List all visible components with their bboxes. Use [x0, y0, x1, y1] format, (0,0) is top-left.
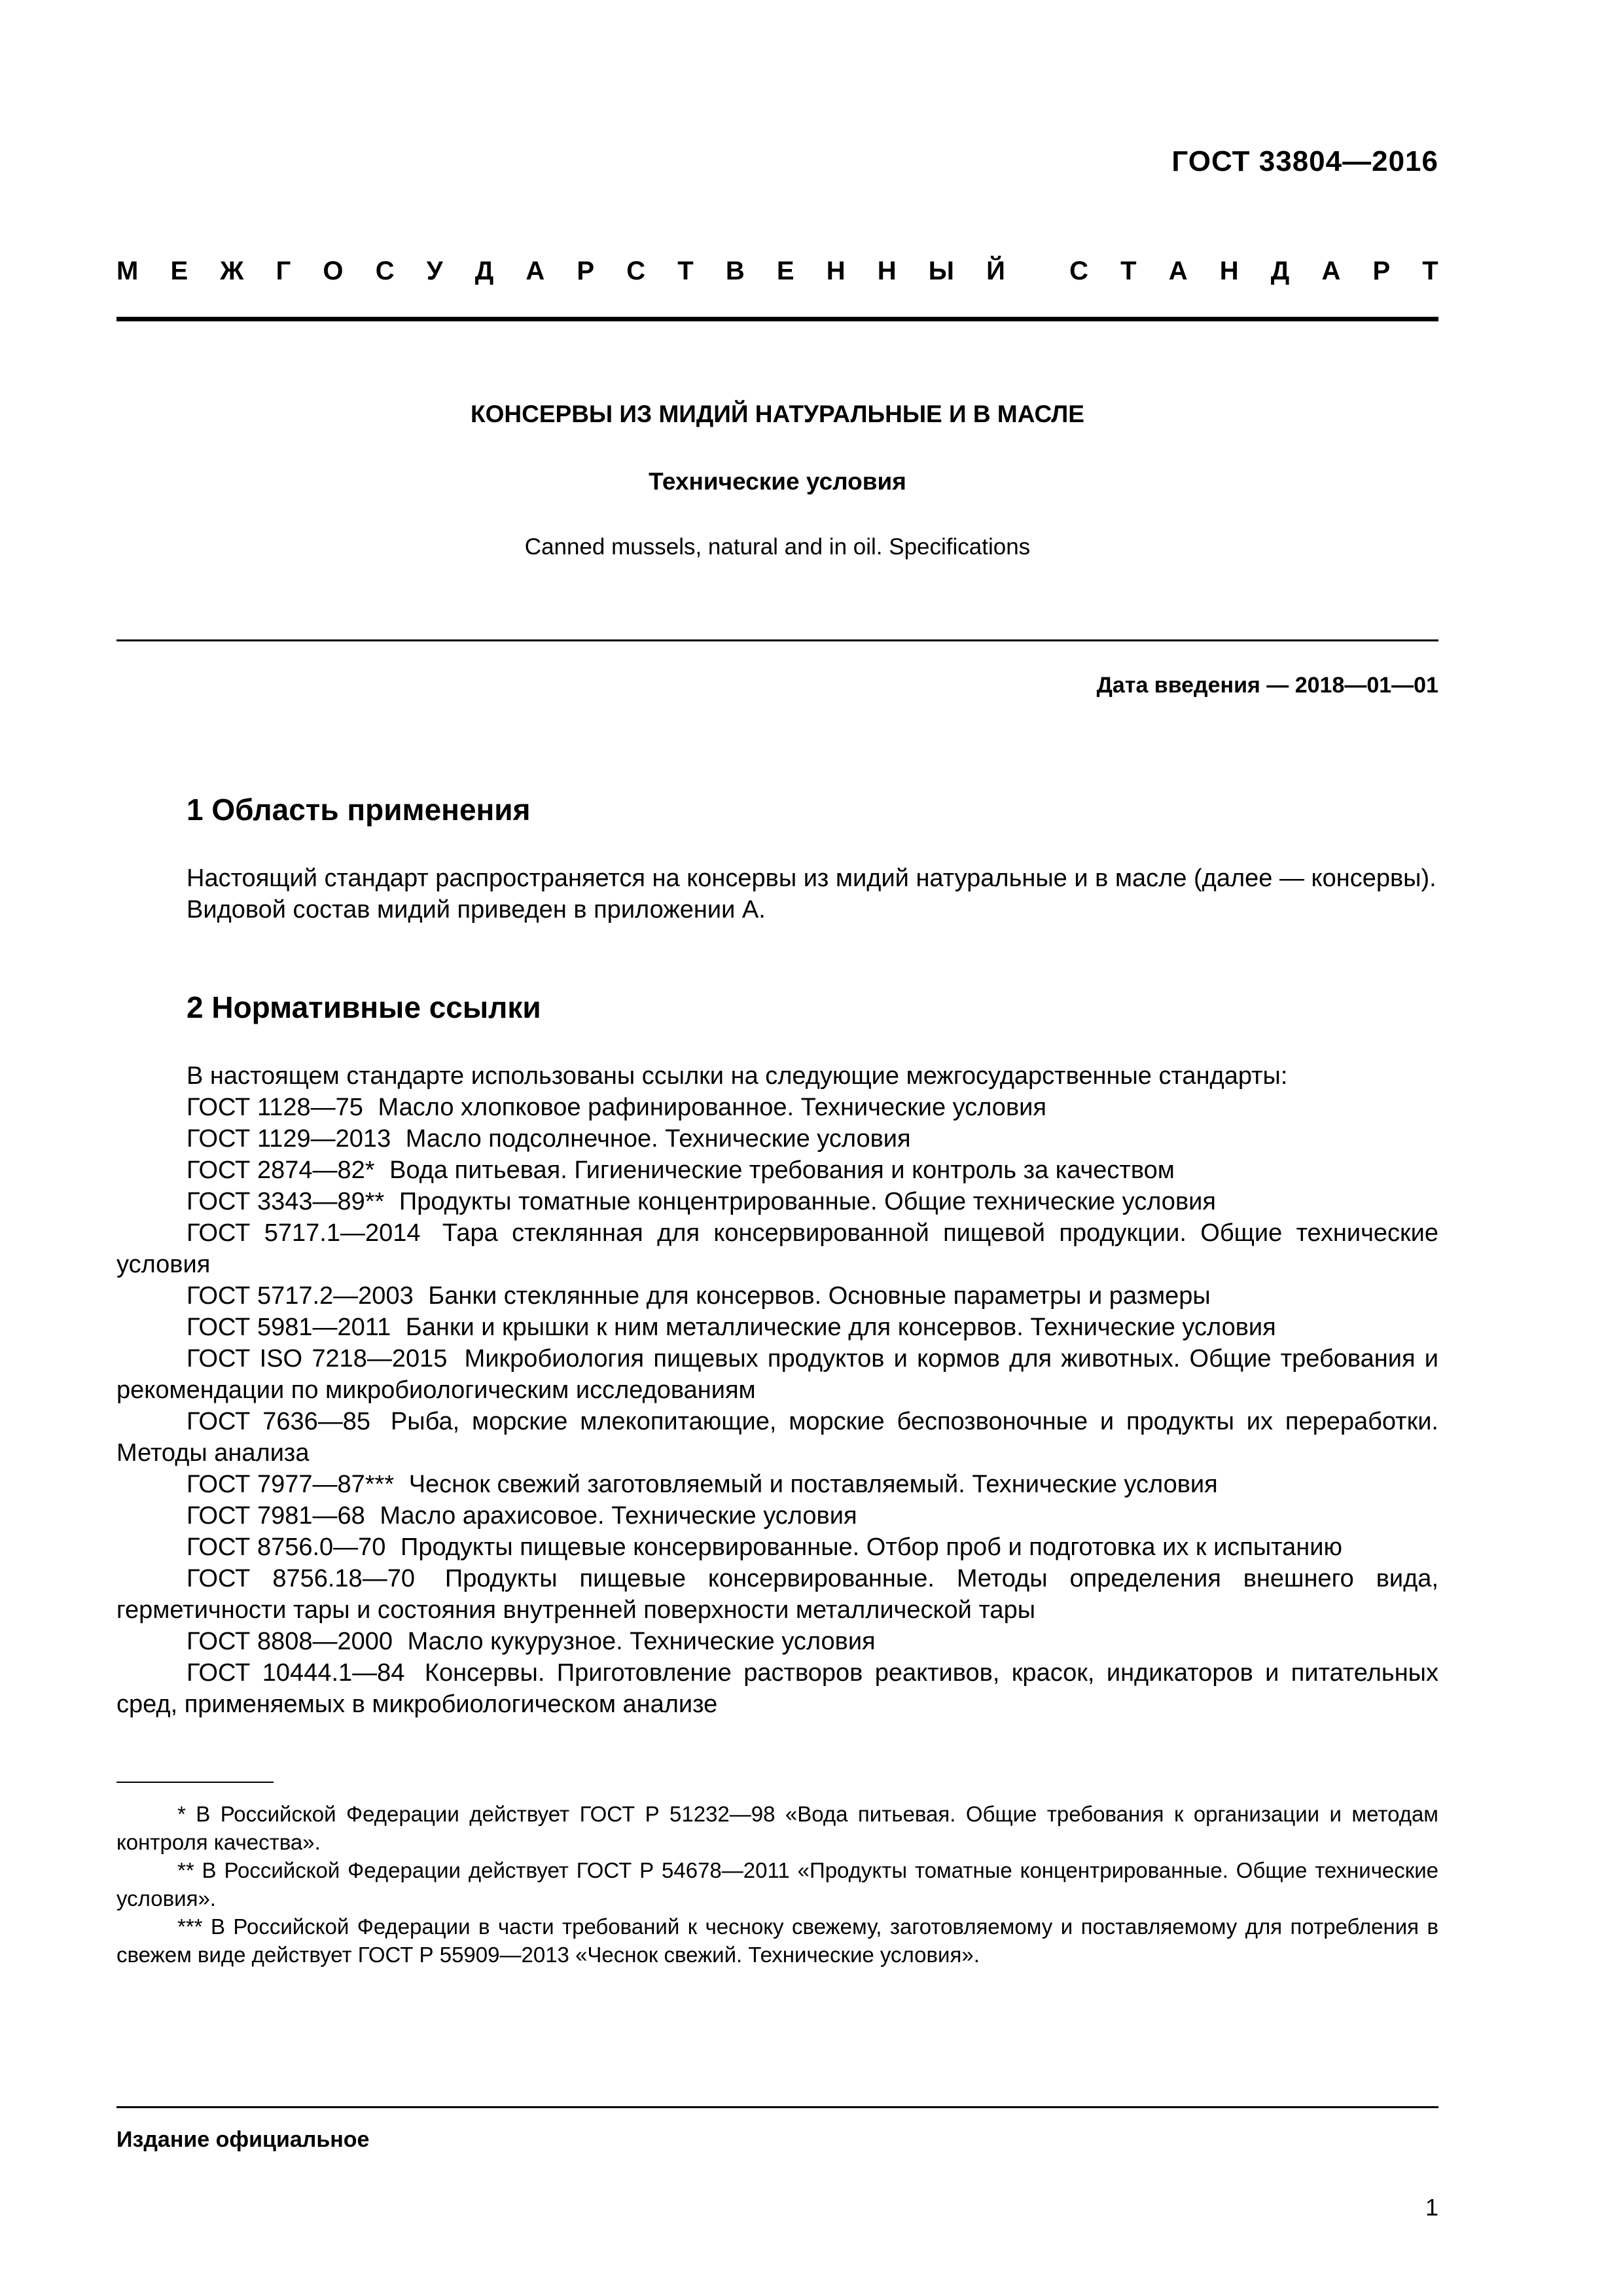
gost-code: ГОСТ 33804—2016	[1171, 145, 1438, 177]
reference-code: ГОСТ 7977—87***	[187, 1471, 395, 1498]
reference-title: Банки и крышки к ним металлические для консервов. Технические условия	[405, 1314, 1276, 1341]
reference-item	[116, 1469, 1438, 1500]
reference-item	[116, 1563, 1438, 1626]
page-number: 1	[1425, 2194, 1438, 2221]
reference-code: ГОСТ 3343—89**	[187, 1188, 385, 1215]
section-1-body	[116, 863, 1438, 925]
section-1-heading: 1 Область применения	[187, 793, 531, 827]
footer-rule	[116, 2106, 1438, 2108]
footnote: *** В Российской Федерации в части требований к чесноку свежему, заготовляемому и поставляемому для потребления в свежем виде действует ГОСТ Р 55909—2013 «Чеснок свежий. Технические условия».	[116, 1914, 1438, 1967]
reference-title: Консервы. Приготовление растворов реактивов, красок, индикаторов и питательных сред, применяемых в микробиологическом анализе	[116, 1659, 1438, 1718]
reference-title: Чеснок свежий заготовляемый и поставляемый. Технические условия	[408, 1471, 1218, 1498]
interstate-letter: О	[323, 257, 344, 285]
interstate-standard-heading	[116, 257, 1438, 286]
interstate-letter: Е	[170, 257, 188, 285]
reference-code: ГОСТ 5717.2—2003	[187, 1282, 414, 1310]
reference-item	[116, 1123, 1438, 1155]
reference-title: Продукты томатные концентрированные. Общие технические условия	[399, 1188, 1216, 1215]
reference-item	[116, 1532, 1438, 1563]
section-2-heading: 2 Нормативные ссылки	[187, 990, 541, 1024]
official-edition-label: Издание официальное	[116, 2127, 370, 2152]
interstate-letter: С	[375, 257, 395, 285]
english-title: Canned mussels, natural and in oil. Specifications	[524, 534, 1031, 560]
reference-code: ГОСТ 5717.1—2014	[187, 1219, 421, 1247]
reference-code: ГОСТ 7636—85	[187, 1408, 371, 1435]
interstate-letter: Й	[986, 257, 1005, 285]
reference-title: Рыба, морские млекопитающие, морские беспозвоночные и продукты их переработки. Методы анализа	[116, 1408, 1438, 1467]
interstate-letter: Р	[1372, 257, 1391, 285]
introduction-date: Дата введения — 2018—01—01	[1096, 673, 1438, 698]
reference-item	[116, 1155, 1438, 1186]
paragraph: Настоящий стандарт распространяется на консервы из мидий натуральные и в масле (далее — консервы).	[187, 865, 1436, 892]
title-rule	[116, 639, 1438, 641]
reference-title: Продукты пищевые консервированные. Отбор проб и подготовка их к испытанию	[401, 1534, 1343, 1561]
reference-code: ГОСТ 1128—75	[187, 1094, 363, 1121]
interstate-letter: Т	[1422, 257, 1438, 285]
interstate-letter: В	[725, 257, 745, 285]
reference-item	[116, 1186, 1438, 1217]
reference-title: Масло кукурузное. Технические условия	[407, 1628, 876, 1655]
reference-title: Масло хлопковое рафинированное. Технические условия	[378, 1094, 1046, 1121]
reference-title: Банки стеклянные для консервов. Основные параметры и размеры	[428, 1282, 1211, 1310]
reference-title: Тара стеклянная для консервированной пищевой продукции. Общие технические условия	[116, 1219, 1438, 1278]
reference-item	[116, 1626, 1438, 1657]
footnote-separator	[116, 1782, 274, 1783]
interstate-letter: Ы	[928, 257, 954, 285]
interstate-letter: Н	[877, 257, 897, 285]
footnote: * В Российской Федерации действует ГОСТ Р 51232—98 «Вода питьевая. Общие требования к организации и методам контроля качества».	[116, 1802, 1438, 1854]
reference-code: ГОСТ 1129—2013	[187, 1125, 391, 1153]
interstate-letter: Н	[1219, 257, 1239, 285]
footnote: ** В Российской Федерации действует ГОСТ Р 54678—2011 «Продукты томатные концентрированные. Общие технические условия».	[116, 1858, 1438, 1910]
reference-code: ГОСТ ISO 7218—2015	[187, 1345, 448, 1372]
reference-title: Продукты пищевые консервированные. Методы определения внешнего вида, герметичности тары и состояния внутренней поверхности металлической тары	[116, 1565, 1438, 1624]
reference-item	[116, 1406, 1438, 1469]
reference-item	[116, 1092, 1438, 1123]
interstate-letter: А	[1168, 257, 1188, 285]
reference-title: Масло арахисовое. Технические условия	[380, 1502, 857, 1530]
reference-title: Вода питьевая. Гигиенические требования и контроль за качеством	[389, 1157, 1175, 1184]
interstate-letter: Е	[776, 257, 794, 285]
reference-item	[116, 1343, 1438, 1406]
interstate-letter: Г	[276, 257, 291, 285]
reference-code: ГОСТ 5981—2011	[187, 1314, 391, 1341]
reference-code: ГОСТ 10444.1—84	[187, 1659, 405, 1687]
interstate-letter: Т	[677, 257, 694, 285]
interstate-letter: С	[626, 257, 646, 285]
reference-item	[116, 1312, 1438, 1343]
interstate-letter: Д	[1270, 257, 1290, 285]
interstate-letter: А	[526, 257, 545, 285]
interstate-letter: А	[1321, 257, 1341, 285]
interstate-letter: Ж	[220, 257, 244, 285]
interstate-letter: Т	[1120, 257, 1137, 285]
reference-item	[116, 1500, 1438, 1532]
interstate-letter: Р	[577, 257, 595, 285]
interstate-letter: С	[1069, 257, 1089, 285]
reference-code: ГОСТ 8756.18—70	[187, 1565, 415, 1592]
reference-code: ГОСТ 7981—68	[187, 1502, 365, 1530]
reference-code: ГОСТ 2874—82*	[187, 1157, 375, 1184]
reference-title: Микробиология пищевых продуктов и кормов для животных. Общие требования и рекомендации по микробиологическим исследованиям	[116, 1345, 1439, 1404]
normative-references	[116, 1060, 1438, 1720]
header-rule	[116, 317, 1438, 321]
reference-item	[116, 1657, 1438, 1720]
references-intro: В настоящем стандарте использованы ссылки на следующие межгосударственные стандарты:	[187, 1062, 1288, 1090]
reference-code: ГОСТ 8756.0—70	[187, 1534, 386, 1561]
interstate-letter: М	[116, 257, 139, 285]
document-title: КОНСЕРВЫ ИЗ МИДИЙ НАТУРАЛЬНЫЕ И В МАСЛЕ	[471, 401, 1084, 427]
paragraph: Видовой состав мидий приведен в приложении А.	[187, 896, 766, 924]
reference-code: ГОСТ 8808—2000	[187, 1628, 393, 1655]
reference-item	[116, 1217, 1438, 1280]
reference-item	[116, 1280, 1438, 1312]
interstate-letter: У	[426, 257, 443, 285]
interstate-letter: Н	[826, 257, 846, 285]
footnotes	[116, 1800, 1438, 1969]
reference-title: Масло подсолнечное. Технические условия	[405, 1125, 911, 1153]
document-subtitle: Технические условия	[649, 468, 906, 495]
interstate-letter: Д	[474, 257, 494, 285]
